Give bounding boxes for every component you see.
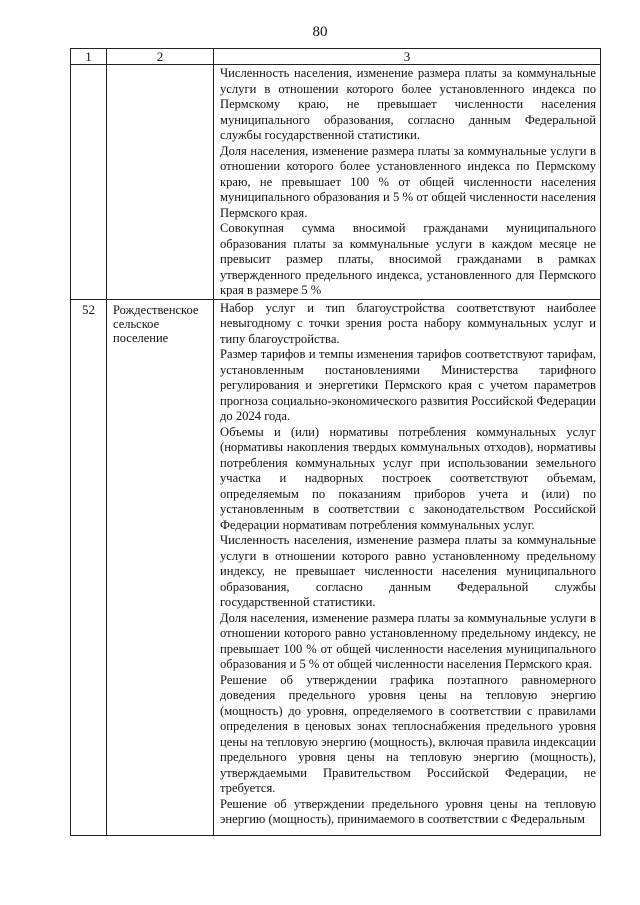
- conditions-cell: [214, 299, 601, 835]
- paragraph: Совокупная сумма вносимой гражданами муниципального образования платы за коммунальные услуги в каждом месяце не превысит размер платы, вносимой гражданами в рамках утвержденного предельного индекса, установленного для Пермского края в размере 5 %: [220, 221, 596, 297]
- row-number-cell: [71, 65, 107, 300]
- table-row: [71, 65, 601, 300]
- table-header-row: [71, 49, 601, 65]
- paragraph: Численность населения, изменение размера платы за коммунальные услуги в отношении которого более установленного индекса по Пермскому краю, не превышает численности населения муниципального образования, согласно данным Федеральной службы государственной статистики.: [220, 66, 596, 142]
- paragraph: Решение об утверждении графика поэтапного равномерного доведения предельного уровня цены на тепловую энергию (мощность) до уровня, определяемого в соответствии с правилами определения в ценовых зонах теплоснабжения предельного уровня цены на тепловую энергию (мощность), включая правила индексации предельного уровня цены на тепловую энергию (мощность), утверждаемыми Правительством Российской Федерации, не требуется.: [220, 672, 596, 795]
- tariff-table: [70, 48, 601, 836]
- header-cell-2: 2: [107, 49, 214, 65]
- settlement-cell: Рождественское сельское поселение: [107, 299, 214, 835]
- table-row: [71, 299, 601, 835]
- paragraph: Набор услуг и тип благоустройства соответствуют наиболее невыгодному с точки зрения роста набору коммунальных услуг и типу благоустройства.: [220, 300, 596, 346]
- row-number-cell: 52: [71, 299, 107, 835]
- paragraph: Доля населения, изменение размера платы за коммунальные услуги в отношении которого более установленного индекса по Пермскому краю, не превышает 100 % от общей численности населения муниципального образования и 5 % от общей численности населения Пермского края.: [220, 143, 596, 220]
- paragraph: Размер тарифов и темпы изменения тарифов соответствуют тарифам, установленным постановлениями Министерства тарифного регулирования и энергетики Пермского края с учетом параметров прогноза социально-экономического развития Российской Федерации до 2024 года.: [220, 347, 596, 423]
- paragraph: Численность населения, изменение размера платы за коммунальные услуги в отношении которого равно установленному предельному индексу, не превышает численности населения муниципального образования, согласно данным Федеральной службы государственной статистики.: [220, 533, 596, 609]
- conditions-cell: [214, 65, 601, 300]
- header-cell-1: 1: [71, 49, 107, 65]
- header-cell-3: 3: [214, 49, 601, 65]
- paragraph: Объемы и (или) нормативы потребления коммунальных услуг (нормативы накопления твердых коммунальных отходов), нормативы потребления коммунальных услуг при использовании земельного участка и надворных построек соответствуют объемам, определяемым по показаниям приборов учета и (или) по установленным в соответствии с законодательством Российской Федерации нормативам потребления коммунальных услуг.: [220, 424, 596, 532]
- page-number: 80: [312, 24, 328, 40]
- paragraph: Решение об утверждении предельного уровня цены на тепловую энергию (мощность), принимаемого в соответствии с Федеральным: [220, 796, 596, 826]
- settlement-cell: [107, 65, 214, 300]
- paragraph: Доля населения, изменение размера платы за коммунальные услуги в отношении которого равно установленному предельному индексу, не превышает 100 % от общей численности населения муниципального образования и 5 % от общей численности населения Пермского края.: [220, 610, 596, 671]
